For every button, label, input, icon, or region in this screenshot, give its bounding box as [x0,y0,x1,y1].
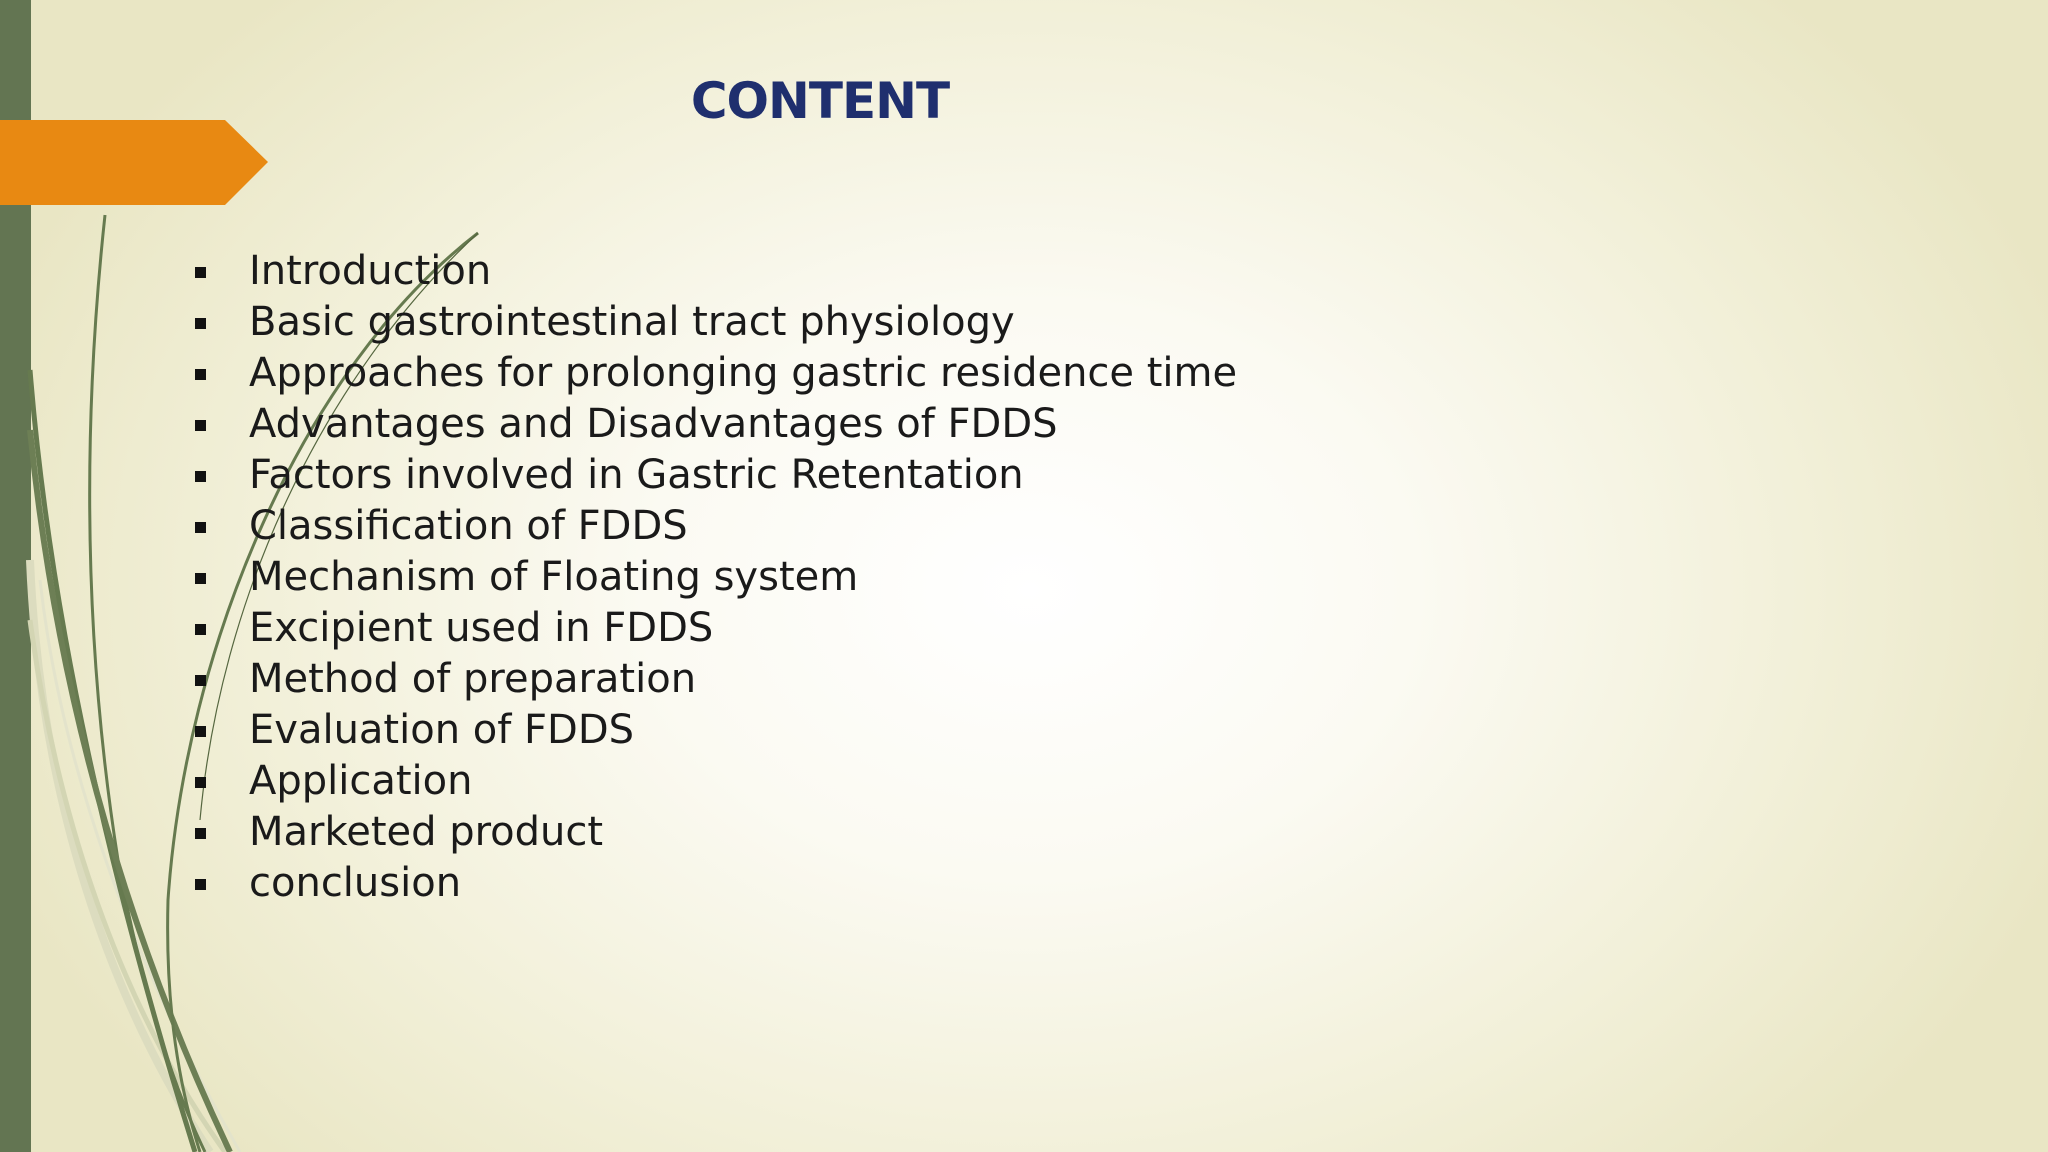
content-item-text: Classification of FDDS [249,503,688,549]
square-bullet-icon [195,522,206,533]
content-item-text: Excipient used in FDDS [249,605,714,651]
slide-title: CONTENT [690,72,950,130]
square-bullet-icon [195,471,206,482]
square-bullet-icon [195,675,206,686]
content-item-text: Application [249,758,473,804]
square-bullet-icon [195,369,206,380]
square-bullet-icon [195,624,206,635]
square-bullet-icon [195,573,206,584]
square-bullet-icon [195,828,206,839]
square-bullet-icon [195,879,206,890]
content-item-text: Mechanism of Floating system [249,554,859,600]
content-item-text: conclusion [249,860,462,906]
square-bullet-icon [195,420,206,431]
content-item-text: Basic gastrointestinal tract physiology [249,299,1015,345]
square-bullet-icon [195,267,206,278]
content-item-text: Introduction [249,248,492,294]
content-item-text: Approaches for prolonging gastric residence time [249,350,1238,396]
content-item-text: Marketed product [249,809,604,855]
square-bullet-icon [195,318,206,329]
content-item-text: Method of preparation [249,656,697,702]
content-item-text: Evaluation of FDDS [249,707,635,753]
content-item-text: Advantages and Disadvantages of FDDS [249,401,1058,447]
orange-arrow-tab [0,120,268,205]
square-bullet-icon [195,726,206,737]
content-item-text: Factors involved in Gastric Retentation [249,452,1024,498]
square-bullet-icon [195,777,206,788]
